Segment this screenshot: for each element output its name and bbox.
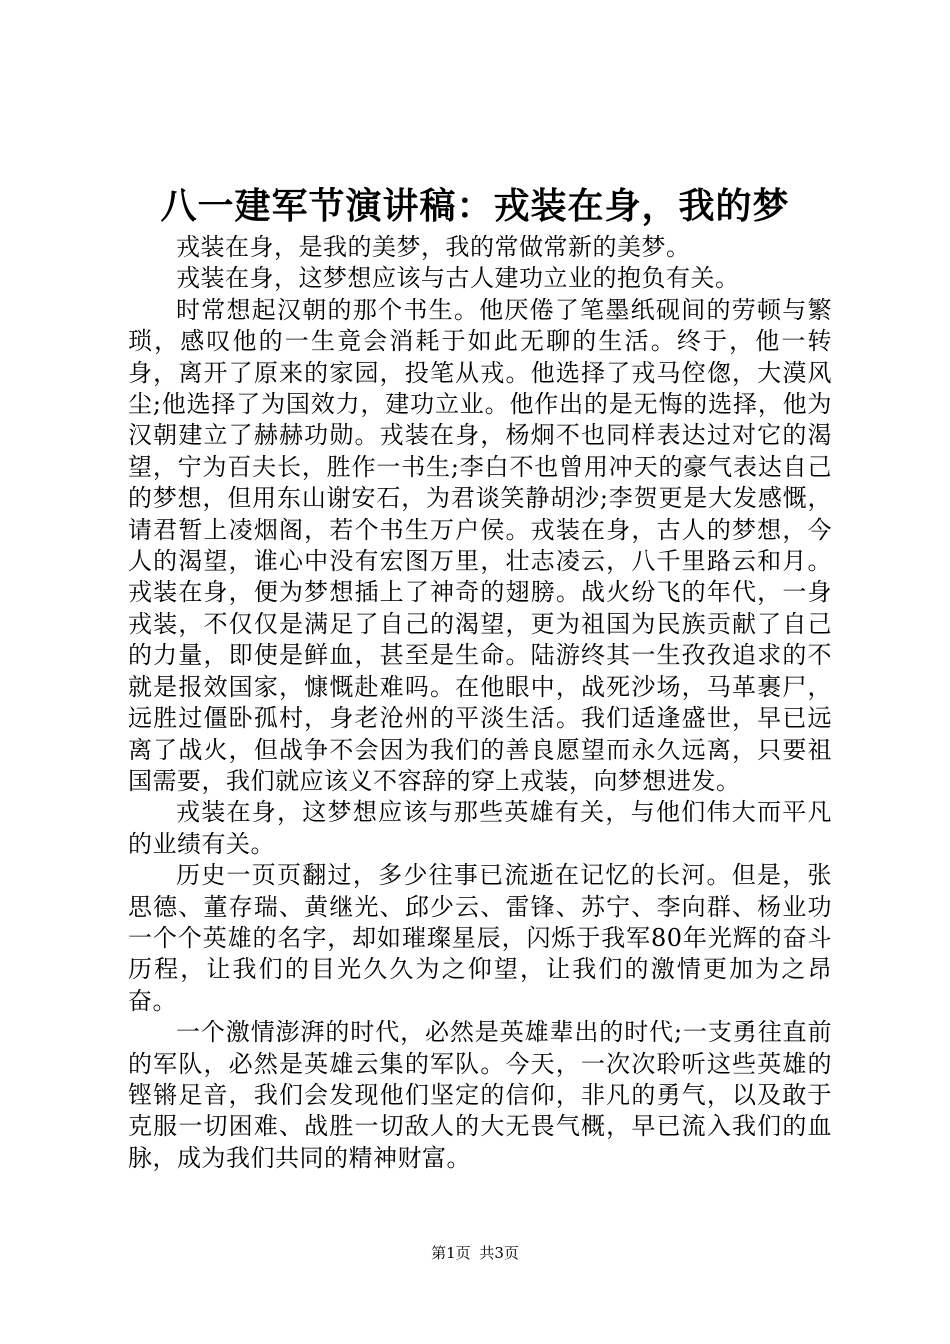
document-body [128, 232, 832, 1174]
page-footer [0, 1243, 950, 1263]
document-title: 八一建军节演讲稿：戎装在身，我的梦 [160, 185, 790, 227]
paragraph: 戎装在身，这梦想应该与古人建功立业的抱负有关。 [176, 264, 740, 293]
page-number: 第1页 [431, 1244, 471, 1262]
paragraph: 历史一页页翻过，多少往事已流逝在记忆的长河。但是，张思德、董存瑞、黄继光、邱少云、雷锋、苏宁、李向群、杨业功一个个英雄的名字，却如璀璨星辰，闪烁于我军80年光辉的奋斗历程，让我们的目光久久为之仰望，让我们的激情更加为之昂奋。 [128, 861, 832, 1015]
page-total: 共3页 [479, 1244, 519, 1262]
paragraph: 时常想起汉朝的那个书生。他厌倦了笔墨纸砚间的劳顿与繁琐，感叹他的一生竟会消耗于如此无聊的生活。终于，他一转身，离开了原来的家园，投笔从戎。他选择了戎马倥偬，大漠风尘;他选择了为国效力，建功立业。他作出的是无悔的选择，他为汉朝建立了赫赫功勋。戎装在身，杨炯不也同样表达过对它的渴望，宁为百夫长，胜作一书生;李白不也曾用冲天的豪气表达自己的梦想，但用东山谢安石，为君谈笑静胡沙;李贺更是大发感慨，请君暂上凌烟阁，若个书生万户侯。戎装在身，古人的梦想，今人的渴望，谁心中没有宏图万里，壮志凌云，八千里路云和月。戎装在身，便为梦想插上了神奇的翅膀。战火纷飞的年代，一身戎装，不仅仅是满足了自己的渴望，更为祖国为民族贡献了自己的力量，即使是鲜血，甚至是生命。陆游终其一生孜孜追求的不就是报效国家，慷慨赴难吗。在他眼中，战死沙场，马革裹尸，远胜过僵卧孤村，身老沧州的平淡生活。我们适逢盛世，早已远离了战火，但战争不会因为我们的善良愿望而永久远离，只要祖国需要，我们就应该义不容辞的穿上戎装，向梦想进发。 [128, 295, 832, 795]
paragraph: 戎装在身，是我的美梦，我的常做常新的美梦。 [176, 233, 691, 261]
paragraph: 一个激情澎湃的时代，必然是英雄辈出的时代;一支勇往直前的军队，必然是英雄云集的军队。今天，一次次聆听这些英雄的铿锵足音，我们会发现他们坚定的信仰，非凡的勇气，以及敢于克服一切困难、战胜一切敌人的大无畏气概，早已流入我们的血脉，成为我们共同的精神财富。 [128, 1018, 832, 1172]
paragraph: 戎装在身，这梦想应该与那些英雄有关，与他们伟大而平凡的业绩有关。 [128, 798, 832, 858]
